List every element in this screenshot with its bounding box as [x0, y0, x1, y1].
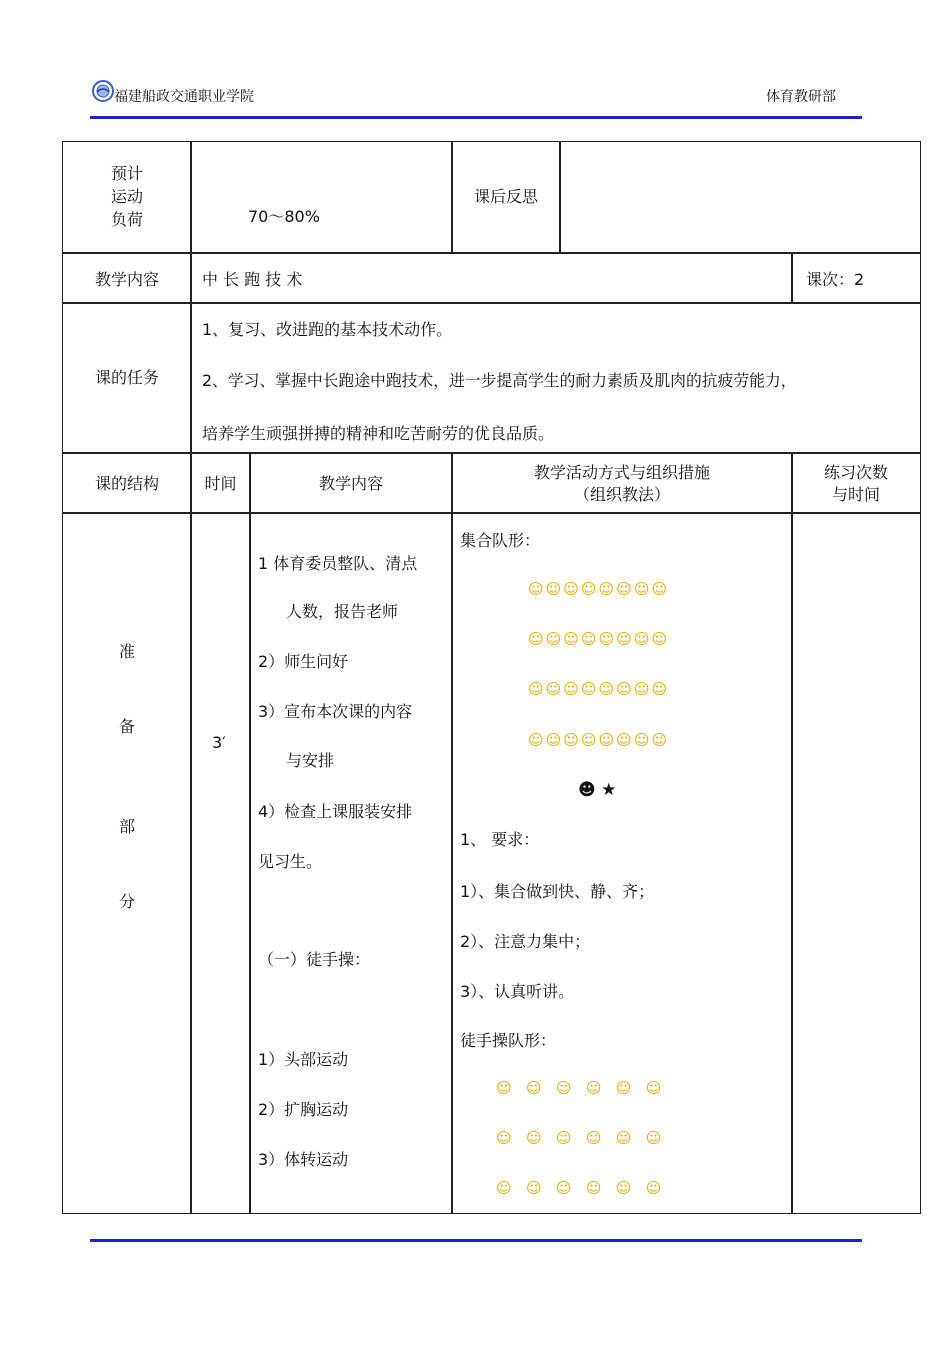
- method-header-cell: [451, 452, 793, 514]
- time-value: 3′: [212, 733, 226, 752]
- content-line-11: 3）体转运动: [258, 1150, 349, 1169]
- practice-header-1: 练习次数: [823, 463, 888, 482]
- formation-row-3: ☺☺☺☺☺☺☺☺: [528, 680, 670, 698]
- load-label-3: 负荷: [110, 210, 143, 229]
- method-header-1: 教学活动方式与组织措施: [533, 463, 710, 482]
- method-header-2: （组织教法）: [573, 485, 670, 504]
- content-line-1: 1 体育委员整队、清点: [258, 554, 418, 573]
- content-line-5: 与安排: [286, 751, 335, 770]
- load-label-2: 运动: [110, 187, 143, 206]
- department-name: 体育教研部: [766, 89, 836, 105]
- content-line-3: 2）师生问好: [258, 652, 349, 671]
- formation-row-1: ☺☺☺☺☺☺☺☺: [528, 580, 670, 598]
- structure-cell: [62, 512, 192, 1214]
- load-value: 70～80%: [248, 207, 320, 226]
- content-line-10: 2）扩胸运动: [258, 1100, 349, 1119]
- school-logo-icon: [92, 80, 114, 102]
- content-line-9: 1）头部运动: [258, 1050, 349, 1069]
- formation-row-2: ☺☺☺☺☺☺☺☺: [528, 630, 670, 648]
- reflect-value-cell[interactable]: [559, 141, 921, 254]
- time-header: 时间: [204, 474, 237, 493]
- practice-cell: [791, 512, 921, 1214]
- requirements-title: 1、 要求：: [460, 830, 540, 849]
- task-line-3: 培养学生顽强拼搏的精神和吃苦耐劳的优良品质。: [202, 424, 555, 443]
- content-label: 教学内容: [94, 270, 159, 289]
- content-line-4: 3）宣布本次课的内容: [258, 702, 413, 721]
- structure-header: 课的结构: [94, 474, 159, 493]
- school-name: 福建船政交通职业学院: [114, 89, 254, 105]
- practice-header-2: 与时间: [831, 485, 880, 504]
- lesson-number: 课次：2: [806, 270, 865, 289]
- requirement-1: 1）、集合做到快、静、齐；: [460, 882, 655, 901]
- task-line-2: 2、学习、掌握中长跑途中跑技术，进一步提高学生的耐力素质及肌肉的抗疲劳能力，: [202, 371, 797, 390]
- method-cell: [451, 512, 793, 1214]
- part-char-2: 备: [118, 717, 135, 736]
- drill-row-2: ☺ ☺ ☺ ☺ ☺ ☺: [496, 1129, 662, 1147]
- page-header: [90, 80, 862, 120]
- content-header: 教学内容: [318, 474, 383, 493]
- time-cell: [190, 512, 251, 1214]
- task-label: 课的任务: [94, 368, 159, 387]
- drill-row-3: ☺ ☺ ☺ ☺ ☺ ☺: [496, 1179, 662, 1197]
- footer-rule: [90, 1239, 862, 1242]
- practice-header-cell: [791, 452, 921, 514]
- drill-title: 徒手操队形：: [460, 1031, 557, 1050]
- content-line-2: 人数，报告老师: [286, 602, 399, 621]
- drill-row-1: ☺ ☺ ☺ ☺ ☺ ☺: [496, 1079, 662, 1097]
- content-value: 中 长 跑 技 术: [202, 270, 303, 289]
- load-value-cell: [190, 141, 453, 254]
- method-title: 集合队形：: [460, 531, 541, 550]
- content-line-6: 4）检查上课服装安排: [258, 802, 413, 821]
- task-line-1: 1、复习、改进跑的基本技术动作。: [202, 320, 453, 339]
- part-char-1: 准: [118, 642, 135, 661]
- requirement-2: 2）、注意力集中；: [460, 932, 591, 951]
- reflect-label: 课后反思: [473, 187, 538, 206]
- formation-row-4: ☺☺☺☺☺☺☺☺: [528, 731, 670, 749]
- content-line-8: （一）徒手操：: [258, 950, 371, 969]
- requirement-3: 3）、认真听讲。: [460, 982, 575, 1001]
- part-char-3: 部: [118, 817, 135, 836]
- part-char-4: 分: [118, 892, 135, 911]
- header-rule: [90, 116, 862, 119]
- load-label-1: 预计: [110, 164, 143, 183]
- content-line-7: 见习生。: [258, 852, 323, 871]
- teacher-position: ☻ ★: [578, 780, 617, 800]
